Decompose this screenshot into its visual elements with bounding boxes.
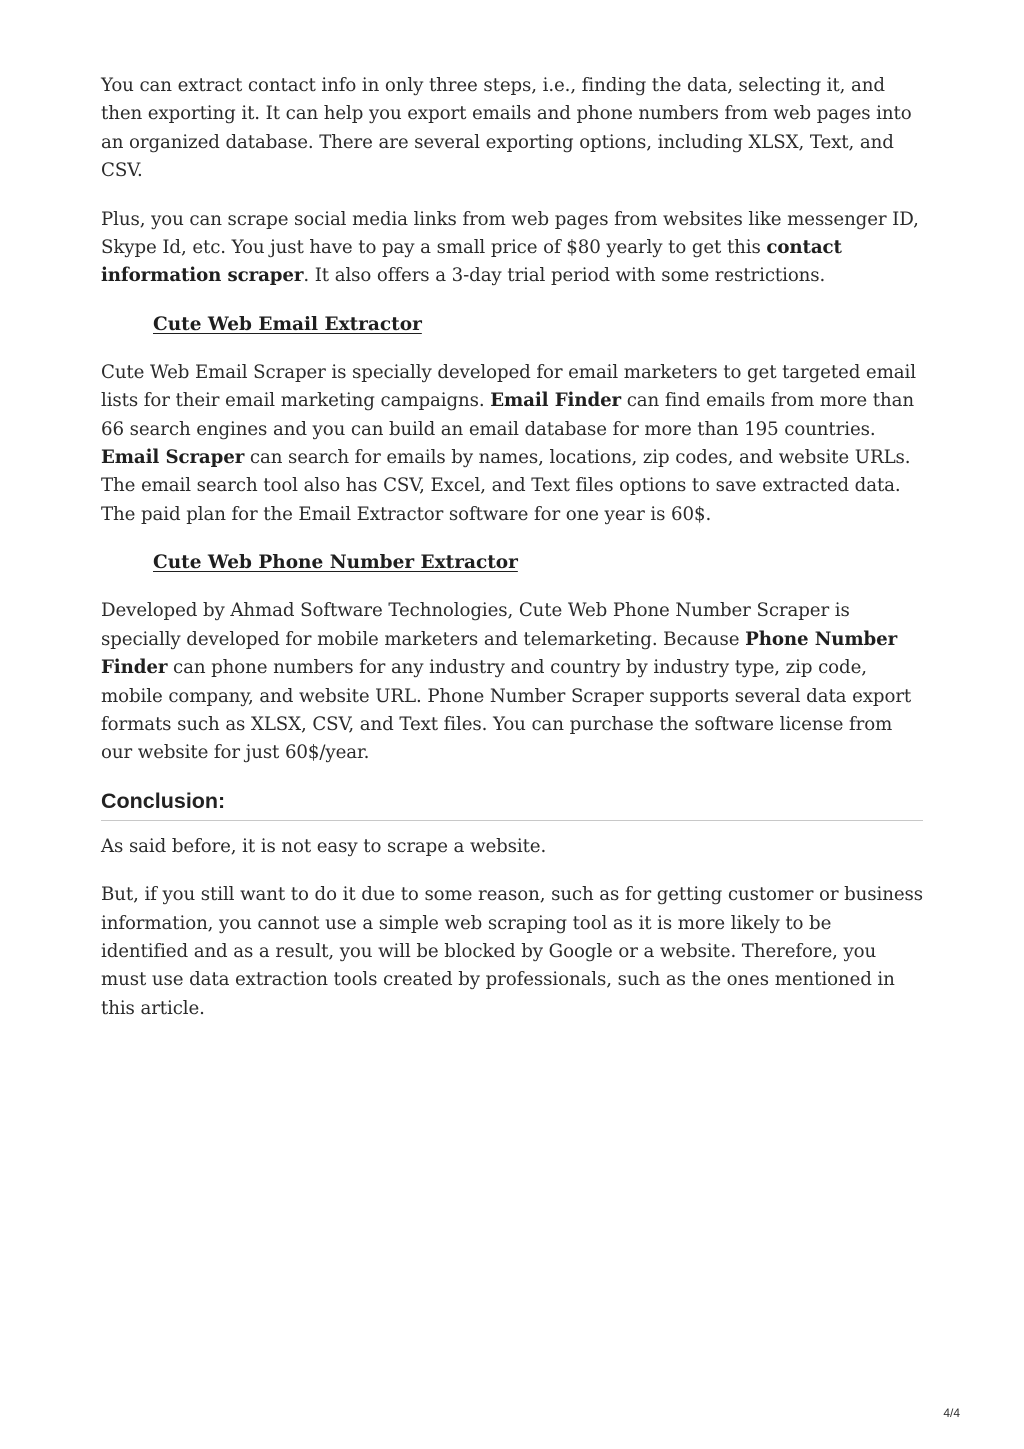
paragraph-text: Cute Web Email Scraper is specially developed for email marketers to get targeted email lists for their email marketing campaigns. (101, 361, 916, 412)
paragraph-phone-extractor (101, 597, 923, 767)
conclusion-heading: Conclusion: (101, 788, 226, 813)
phone-extractor-link[interactable]: Cute Web Phone Number Extractor (153, 552, 518, 574)
bold-term: contact information scraper (101, 237, 842, 287)
page-number: 4/4 (943, 1406, 960, 1420)
heading-divider (101, 820, 923, 821)
paragraph-contact-steps: You can extract contact info in only three steps, i.e., finding the data, selecting it, and then exporting it. It can help you export emails and phone numbers from web pages into an organized database. There are several exporting options, including XLSX, Text, and CSV. (101, 75, 912, 182)
paragraph-text: Plus, you can scrape social media links from web pages from websites like messenger ID, Skype Id, etc. You just have to pay a small price of $80 yearly to get this (101, 208, 919, 259)
document-page (101, 72, 923, 1043)
paragraph-email-extractor (101, 359, 923, 529)
paragraph-text: can find emails from more than 66 search engines and you can build an email database for more than 195 countries. (101, 390, 914, 440)
bold-term: Email Finder (490, 390, 622, 412)
paragraph-conclusion-body: But, if you still want to do it due to some reason, such as for getting customer or business information, you cannot use a simple web scraping tool as it is more likely to be identified and as a result, you will be blocked by Google or a website. Therefore, you must use data extraction tools created by professionals, such as the ones mentioned in this article. (101, 884, 923, 1019)
paragraph-text: Developed by Ahmad Software Technologies, Cute Web Phone Number Scraper is specially developed for mobile marketers and telemarketing. Because (101, 600, 850, 650)
section-heading-phone-extractor (153, 549, 923, 577)
bold-term: Phone Number Finder (101, 628, 898, 679)
bold-term: Email Scraper (101, 447, 245, 469)
paragraph-text: . It also offers a 3-day trial period with some restrictions. (303, 265, 826, 287)
paragraph-social-media (101, 206, 923, 291)
paragraph-text: can search for emails by names, locations, zip codes, and website URLs. The email search tool also has CSV, Excel, and Text files options to save extracted data. The paid plan for the Email Extractor software for one year is 60$. (101, 447, 911, 525)
paragraph-conclusion-intro: As said before, it is not easy to scrape a website. (101, 835, 547, 857)
section-heading-email-extractor (153, 311, 923, 339)
paragraph-text: can phone numbers for any industry and country by industry type, zip code, mobile company, and website URL. Phone Number Scraper supports several data export formats such as XLSX, CSV, and Text files. You can purchase the software license from our website for just 60$/year. (101, 657, 912, 764)
email-extractor-link[interactable]: Cute Web Email Extractor (153, 313, 422, 335)
